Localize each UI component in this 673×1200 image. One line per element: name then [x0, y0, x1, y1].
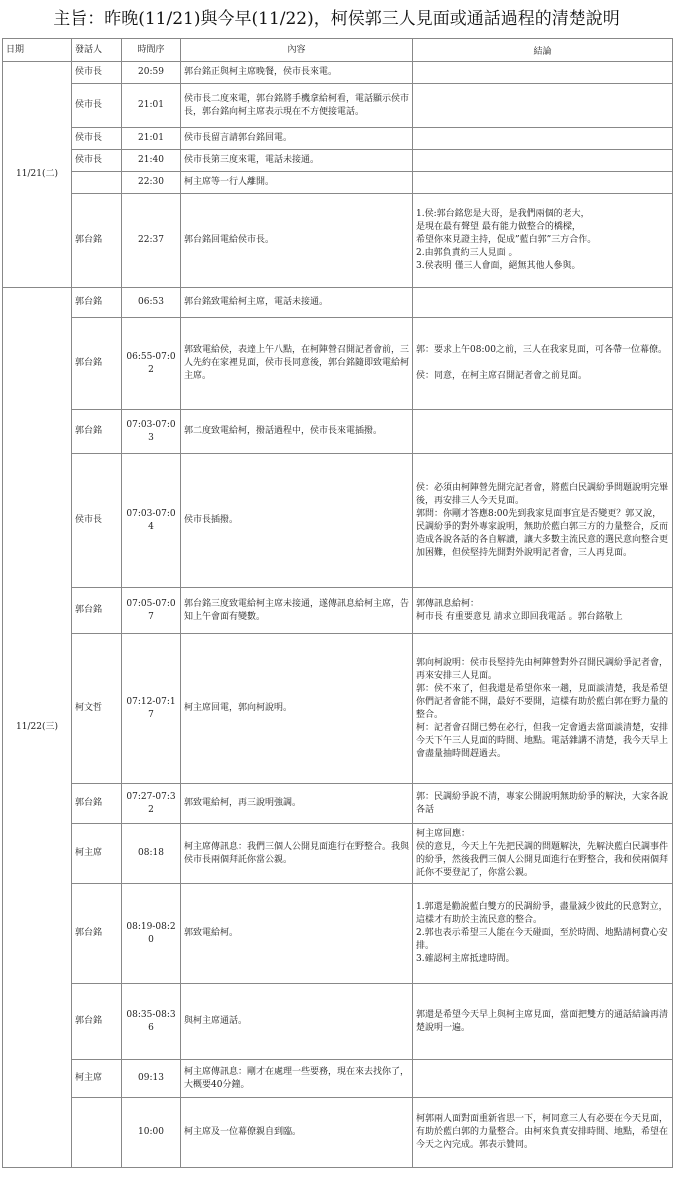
speaker-cell: 郭台銘	[72, 784, 122, 824]
result-line: 郭：要求上午08:00之前，三人在我家見面，可各帶一位幕僚。	[416, 345, 667, 355]
speaker-cell	[72, 1098, 122, 1168]
header-row	[3, 39, 673, 62]
speaker-cell: 郭台銘	[72, 884, 122, 984]
time-cell: 07:12-07:17	[122, 634, 181, 784]
result-cell	[413, 634, 673, 784]
page-title: 主旨：昨晚(11/21)與今早(11/22)，柯侯郭三人見面或通話過程的清楚說明	[53, 9, 620, 29]
time-cell: 06:53	[122, 288, 181, 318]
table-row	[3, 172, 673, 194]
speaker-cell: 郭台銘	[72, 194, 122, 288]
time-cell: 09:13	[122, 1060, 181, 1098]
result-cell	[413, 150, 673, 172]
date-cell: 11/21(二)	[3, 62, 72, 288]
speaker-cell: 郭台銘	[72, 288, 122, 318]
content-cell: 侯市長留言請郭台銘回電。	[181, 128, 413, 150]
content-cell: 侯市長第三度來電，電話未接通。	[181, 150, 413, 172]
result-cell	[413, 288, 673, 318]
table-row	[3, 454, 673, 588]
result-line: 是現在最有聲望 最有能力做整合的橋樑，	[416, 222, 581, 232]
result-line: 希望你來見證主持，促成”藍白郭”三方合作。	[416, 235, 597, 245]
result-cell	[413, 318, 673, 410]
table-row	[3, 884, 673, 984]
content-cell: 郭致電給柯，再三說明強調。	[181, 784, 413, 824]
result-cell	[413, 62, 673, 84]
result-line: 郭還是希望今天早上與柯主席見面，當面把雙方的通話結論再清楚說明一遍。	[416, 1009, 669, 1033]
speaker-cell: 柯主席	[72, 824, 122, 884]
header-date: 日期	[3, 39, 72, 62]
result-line: 柯市長 有重要意見 請求立即回我電話 。郭台銘敬上	[416, 611, 623, 622]
result-line: 3.確認柯主席抵達時間。	[416, 954, 515, 964]
result-cell	[413, 84, 673, 128]
speaker-cell: 柯主席	[72, 1060, 122, 1098]
result-line: 郭向柯說明：侯市長堅持先由柯陣營對外召開民調紛爭記者會，再來安排三人見面。	[416, 657, 669, 681]
table-row	[3, 984, 673, 1060]
result-line: 1.侯:郭台銘您是大哥，是我們兩個的老大，	[416, 209, 590, 219]
speaker-cell: 郭台銘	[72, 588, 122, 634]
table-row	[3, 634, 673, 784]
time-cell: 07:03-07:04	[122, 454, 181, 588]
result-cell	[413, 194, 673, 288]
speaker-cell: 郭台銘	[72, 410, 122, 454]
result-line: 2.由郭負責約三人見面 。	[416, 248, 518, 258]
result-line: 柯：記者會召開已勢在必行，但我一定會過去當面談清楚，安排今天下午三人見面的時間、地點。電話雜講不清楚，我今天早上會盡量抽時間趕過去。	[416, 722, 669, 759]
result-cell	[413, 128, 673, 150]
content-cell: 侯市長插撥。	[181, 454, 413, 588]
result-line: 3.侯表明 僅三人會面，絕無其他人參與。	[416, 261, 581, 271]
result-cell	[413, 1060, 673, 1098]
content-cell: 侯市長二度來電，郭台銘將手機拿給柯看，電話顯示侯市長，郭台銘向柯主席表示現在不方便接電話。	[181, 84, 413, 128]
result-cell	[413, 984, 673, 1060]
table-row	[3, 84, 673, 128]
result-line: 2.郭也表示希望三人能在今天碰面，至於時間、地點請柯費心安排。	[416, 928, 668, 951]
content-cell: 郭台銘三度致電給柯主席未接通，遂傳訊息給柯主席，告知上午會面有變數。	[181, 588, 413, 634]
result-line: 郭傳訊息給柯：	[416, 598, 480, 609]
table-row	[3, 784, 673, 824]
result-cell	[413, 784, 673, 824]
result-line: 柯主席回應：	[416, 828, 471, 839]
content-cell: 郭台銘正與柯主席晚餐，侯市長來電。	[181, 62, 413, 84]
table-row	[3, 1060, 673, 1098]
timeline-table	[2, 38, 673, 1168]
content-cell: 柯主席及一位幕僚親自到臨。	[181, 1098, 413, 1168]
speaker-cell: 柯文哲	[72, 634, 122, 784]
content-cell: 與柯主席通話。	[181, 984, 413, 1060]
table-row	[3, 824, 673, 884]
time-cell: 21:40	[122, 150, 181, 172]
time-cell: 08:18	[122, 824, 181, 884]
time-cell: 22:37	[122, 194, 181, 288]
table-row	[3, 588, 673, 634]
result-line: 郭：侯不來了，但我還是希望你來一趟，見面談清楚，我是希望你們記者會能不開，最好不要開，這樣有助於藍白郭在野力量的整合。	[416, 683, 669, 720]
speaker-cell	[72, 172, 122, 194]
speaker-cell: 侯市長	[72, 128, 122, 150]
content-cell: 柯主席回電，郭向柯說明。	[181, 634, 413, 784]
result-line	[416, 357, 669, 370]
time-cell: 20:59	[122, 62, 181, 84]
table-row	[3, 318, 673, 410]
content-cell: 郭台銘致電給柯主席，電話未接通。	[181, 288, 413, 318]
content-cell: 柯主席傳訊息：我們三個人公開見面進行在野整合。我與侯市長兩個拜託你當公親。	[181, 824, 413, 884]
result-line: 侯：必須由柯陣營先開完記者會，將藍白民調紛爭問題說明完畢後，再安排三人今天見面。	[416, 482, 669, 506]
result-cell	[413, 884, 673, 984]
table-row	[3, 128, 673, 150]
header-time: 時間序	[122, 39, 181, 62]
time-cell: 07:27-07:32	[122, 784, 181, 824]
time-cell: 07:05-07:07	[122, 588, 181, 634]
table-row	[3, 288, 673, 318]
result-cell	[413, 824, 673, 884]
table-row	[3, 62, 673, 84]
content-cell: 郭二度致電給柯，撥話過程中，侯市長來電插撥。	[181, 410, 413, 454]
result-line: 侯的意見，今天上午先把民調的問題解決，先解決藍白民調事件的紛爭，然後我們三個人公開見面進行在野整合，我和侯兩個拜託你不要登記了，你當公親。	[416, 841, 669, 878]
table-row	[3, 150, 673, 172]
speaker-cell: 侯市長	[72, 84, 122, 128]
content-cell: 郭致電給侯，表達上午八點，在柯陣營召開記者會前，三人先約在家裡見面，侯市長同意後，郭台銘隨即致電給柯主席。	[181, 318, 413, 410]
result-cell	[413, 172, 673, 194]
time-cell: 21:01	[122, 128, 181, 150]
time-cell: 08:35-08:36	[122, 984, 181, 1060]
speaker-cell: 侯市長	[72, 454, 122, 588]
table-row	[3, 194, 673, 288]
header-result: 結論	[413, 39, 673, 62]
result-cell	[413, 454, 673, 588]
speaker-cell: 郭台銘	[72, 984, 122, 1060]
result-line: 郭問：你剛才答應8:00先到我家見面事宜是否變更？郭又說，民調紛爭的對外專家說明，無助於藍白郭三方的力量整合，反而造成各說各話的各自解讀，讓大多數主流民意的選民意向整合更加困難，但侯堅持先開對外說明記者會，三人再見面。	[416, 508, 669, 558]
time-cell: 08:19-08:20	[122, 884, 181, 984]
result-cell	[413, 410, 673, 454]
content-cell: 柯主席傳訊息：剛才在處理一些要務，現在來去找你了，大概要40分鐘。	[181, 1060, 413, 1098]
result-line: 侯：同意，在柯主席召開記者會之前見面。	[416, 371, 588, 381]
result-cell	[413, 1098, 673, 1168]
time-cell: 07:03-07:03	[122, 410, 181, 454]
content-cell: 郭致電給柯。	[181, 884, 413, 984]
content-cell: 郭台銘回電給侯市長。	[181, 194, 413, 288]
result-line: 郭：民調紛爭說不清，專家公開說明無助紛爭的解決，大家各說各話	[416, 791, 669, 815]
result-line: 1.郭還是勸說藍白雙方的民調紛爭，盡量減少彼此的民意對立，這樣才有助於主流民意的整合。	[416, 902, 668, 925]
date-cell: 11/22(三)	[3, 288, 72, 1168]
speaker-cell: 侯市長	[72, 150, 122, 172]
table-row	[3, 1098, 673, 1168]
table-row	[3, 410, 673, 454]
time-cell: 06:55-07:02	[122, 318, 181, 410]
content-cell: 柯主席等一行人離開。	[181, 172, 413, 194]
speaker-cell: 侯市長	[72, 62, 122, 84]
header-content: 內容	[181, 39, 413, 62]
header-speaker: 發話人	[72, 39, 122, 62]
time-cell: 10:00	[122, 1098, 181, 1168]
result-line: 柯郭兩人面對面重新省思一下，柯同意三人有必要在今天見面，有助於藍白郭的力量整合。由柯來負責安排時間、地點，希望在今天之內完成。郭表示贊同。	[416, 1114, 669, 1150]
time-cell: 21:01	[122, 84, 181, 128]
result-cell	[413, 588, 673, 634]
time-cell: 22:30	[122, 172, 181, 194]
speaker-cell: 郭台銘	[72, 318, 122, 410]
